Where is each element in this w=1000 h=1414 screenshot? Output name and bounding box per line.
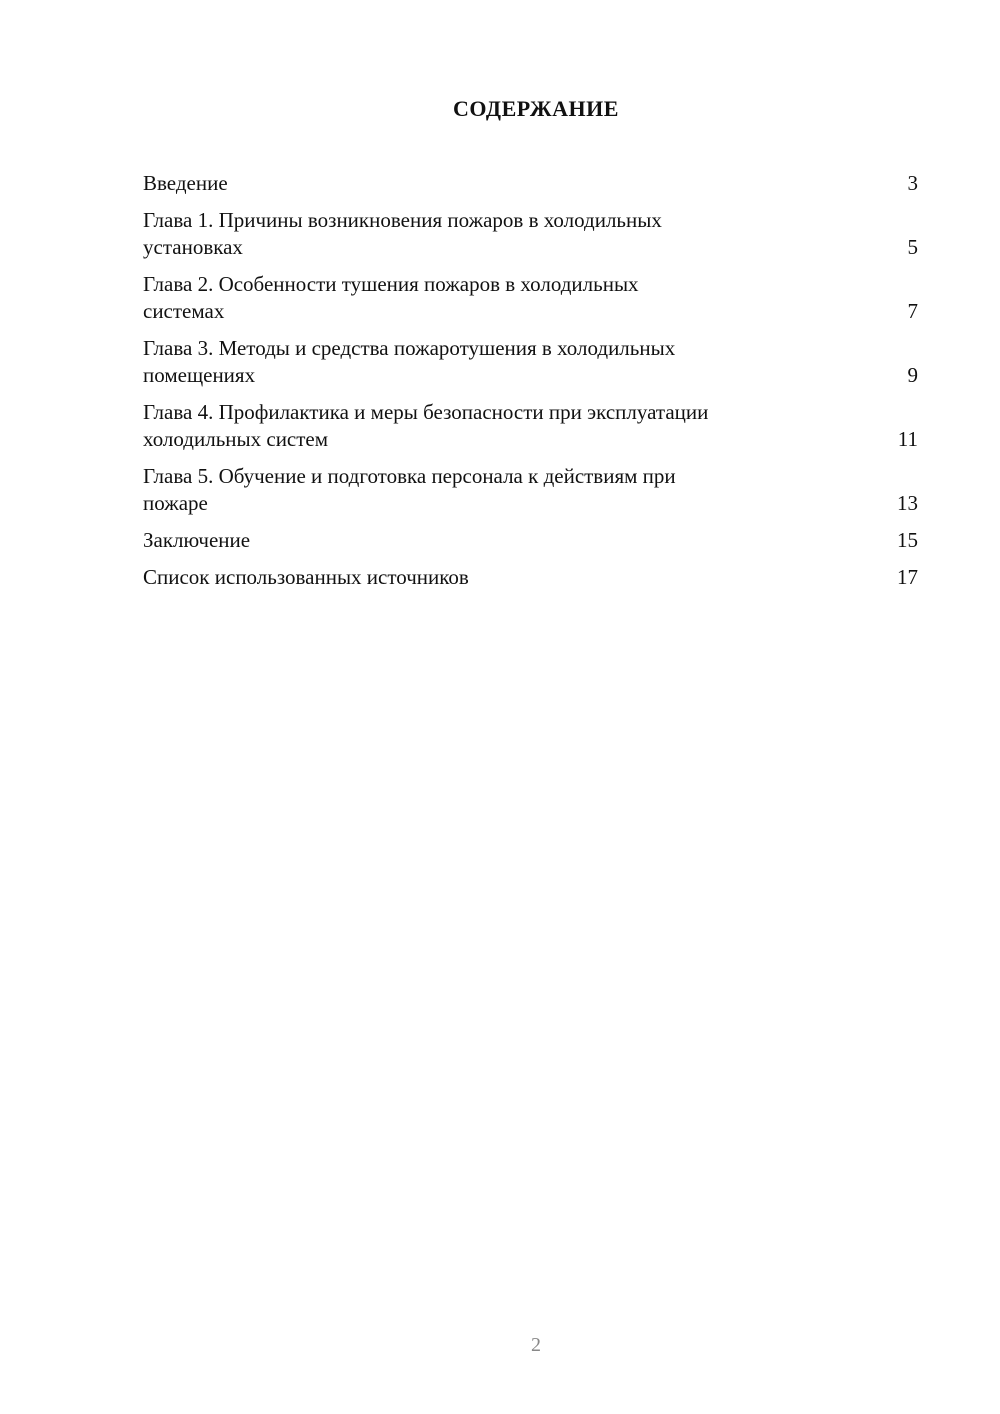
toc-entry-page-number: 13	[897, 491, 918, 515]
page-number: 2	[531, 1334, 541, 1356]
page-title: СОДЕРЖАНИЕ	[453, 96, 619, 121]
toc-entry-chapter-5	[143, 463, 918, 517]
toc-entry-text: Заключение	[143, 528, 251, 552]
toc-entry-text: Глава 5. Обучение и подготовка персонала к действиям при пожаре	[143, 464, 676, 515]
toc-entry-page-number: 11	[897, 427, 918, 451]
toc-entry-text: Глава 4. Профилактика и меры безопасности при эксплуатации холодильных систем	[143, 400, 709, 451]
table-of-contents	[143, 170, 918, 601]
toc-entry-text: Введение	[143, 171, 228, 195]
toc-entry-chapter-1	[143, 207, 918, 261]
toc-entry-introduction	[143, 170, 918, 197]
toc-entry-page-number: 3	[907, 171, 918, 195]
toc-entry-page-number: 9	[907, 363, 918, 387]
toc-entry-text: Глава 2. Особенности тушения пожаров в холодильных системах	[143, 272, 639, 323]
toc-entry-chapter-3	[143, 335, 918, 389]
toc-entry-page-number: 15	[897, 528, 918, 552]
toc-entry-page-number: 17	[897, 565, 918, 589]
toc-entry-conclusion	[143, 527, 918, 554]
toc-entry-text: Глава 1. Причины возникновения пожаров в холодильных установках	[143, 208, 662, 259]
toc-entry-references	[143, 564, 918, 591]
toc-entry-chapter-4	[143, 399, 918, 453]
toc-entry-page-number: 5	[907, 235, 918, 259]
toc-entry-text: Глава 3. Методы и средства пожаротушения в холодильных помещениях	[143, 336, 676, 387]
toc-entry-chapter-2	[143, 271, 918, 325]
toc-entry-text: Список использованных источников	[143, 565, 469, 589]
toc-entry-page-number: 7	[907, 299, 918, 323]
